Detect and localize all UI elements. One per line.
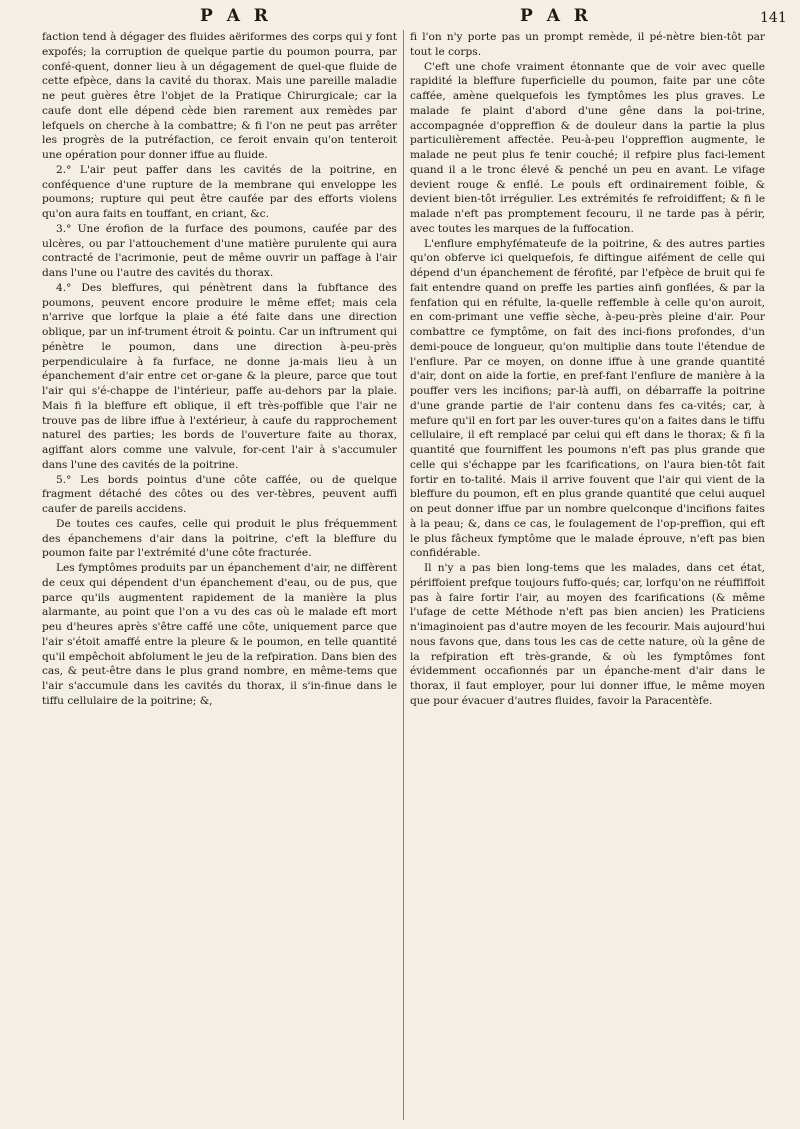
paragraph: 5.° Les bords pointus d'une côte caffée, ou de quelque fragment détaché des côtes ou des ver-tèbres, peuvent auffi caufer de pareils accidens. <box>42 473 397 515</box>
paragraph: Les fymptômes produits par un épanchement d'air, ne diffèrent de ceux qui dépendent d'un épanchement d'eau, ou de pus, que parce qu'ils augmentent rapidement de la manière la plus alarmante, au point que l'on a vu des cas où le malade eft mort peu d'heures après s'être caffé une côte, uniquement parce que l'air s'étoit amaffé entre la pleure & le poumon, en telle quantité qu'il empêchoit abfolument le jeu de la refpiration. Dans bien des cas, & peut-être dans le plus grand nombre, en même-tems que l'air s'accumule dans les cavités du thorax, il s'in-finue dans le tiffu cellulaire de la poitrine; &, <box>42 562 397 707</box>
column-divider <box>403 30 404 1120</box>
running-head-right: P A R <box>520 6 592 26</box>
paragraph: 3.° Une érofion de la furface des poumons, caufée par des ulcères, ou par l'attouchement d'une matière purulente qui aura contracté de l'acrimonie, peut de même ouvrir un paffage à l'air dans l'une ou l'autre des cavités du thorax. <box>42 222 397 279</box>
right-column <box>410 30 765 709</box>
page-number: 141 <box>760 10 787 26</box>
running-head-left: P A R <box>200 6 272 26</box>
paragraph: C'eft une chofe vraiment étonnante que de voir avec quelle rapidité la bleffure fuperficielle du poumon, faite par une côte caffée, amène quelquefois les fymptômes les plus graves. Le malade fe plaint d'abord d'une gêne dans la poi-trine, accompagnée d'oppreffion & de douleur dans la partie la plus particulièrement affectée. Peu-à-peu l'oppreffion augmente, le malade ne peut plus fe tenir couché; il refpire plus faci-lement quand il a le tronc élevé & penché un peu en avant. Le vifage devient rouge & enflé. Le pouls eft ordinairement foible, & devient bien-tôt irrégulier. Les extrémités fe refroidiffent; & fi le malade n'eft pas promptement fecouru, il ne tarde pas à périr, avec toutes les marques de la fuffocation. <box>410 60 765 235</box>
paragraph: 4.° Des bleffures, qui pénètrent dans la fubftance des poumons, peuvent encore produire le même effet; mais cela n'arrive que lorfque la plaie a été faite dans une direction oblique, par un inf-trument étroit & pointu. Car un inftrument qui pénètre le poumon, dans une direction à-peu-près perpendiculaire à fa furface, ne donne ja-mais lieu à un épanchement d'air entre cet or-gane & la pleure, parce que tout l'air qui s'é-chappe de l'intérieur, paffe au-dehors par la plaie. Mais fi la bleffure eft oblique, il eft très-poffible que l'air ne trouve pas de libre iffue à l'extérieur, à caufe du rapprochement naturel des parties; les bords de l'ouverture faite au thorax, agiffant alors comme une valvule, for-cent l'air à s'accumuler dans l'une des cavités de la poitrine. <box>42 281 397 471</box>
paragraph: 2.° L'air peut paffer dans les cavités de la poitrine, en conféquence d'une rupture de la membrane qui enveloppe les poumons; rupture qui peut être caufée par des efforts violens qu'on aura faits en touffant, en criant, &c. <box>42 163 397 220</box>
paragraph: faction tend à dégager des fluides aëriformes des corps qui y font expofés; la corruption de quelque partie du poumon pourra, par confé-quent, donner lieu à un dégagement de quel-que fluide de cette efpèce, dans la cavité du thorax. Mais une pareille maladie ne peut guères être l'objet de la Pratique Chirurgicale; car la caufe dont elle dépend cède bien rarement aux remèdes par lefquels on cherche à la combattre; & fi l'on ne peut pas arrêter les progrès de la putréfaction, ce feroit envain qu'on tenteroit une opération pour donner iffue au fluide. <box>42 31 397 161</box>
left-column <box>42 30 397 709</box>
paragraph: Il n'y a pas bien long-tems que les malades, dans cet état, périffoient prefque toujours fuffo-qués; car, lorfqu'on ne réuffiffoit pas à faire fortir l'air, au moyen des fcarifications (& même l'ufage de cette Méthode n'eft pas bien ancien) les Praticiens n'imaginoient pas d'autre moyen de les fecourir. Mais aujourd'hui nous favons que, dans tous les cas de cette nature, où la gêne de la refpiration eft très-grande, & où les fymptômes font évidemment occafionnés par un épanche-ment d'air dans le thorax, il faut employer, pour lui donner iffue, le même moyen que pour évacuer d'autres fluides, favoir la Paracentèfe. <box>410 562 765 707</box>
paragraph: L'enflure emphyfémateufe de la poitrine, & des autres parties qu'on obferve ici quelquefois, fe diftingue aifément de celle qui dépend d'un épanchement de férofité, par l'efpèce de bruit qui fe fait entendre quand on preffe les parties ainfi gonflées, & par la fenfation qui en réfulte, la-quelle reffemble à celle qu'on auroit, en com-primant une veffie sèche, à-peu-près pleine d'air. Pour combattre ce fymptôme, on fait des inci-fions profondes, d'un demi-pouce de longueur, qu'on multiplie dans toute l'étendue de l'enflure. Par ce moyen, on donne iffue à une grande quantité d'air, dont on aide la fortie, en pref-fant l'enflure de manière à la pouffer vers les incifions; par-là auffi, on débarraffe la poitrine d'une grande partie de l'air contenu dans fes ca-vités; car, à mefure qu'il en fort par les ouver-tures qu'on a faites dans le tiffu cellulaire, il eft remplacé par celui qui eft dans le thorax; & fi la quantité que fourniffent les poumons n'eft pas plus grande que celle qui s'échappe par les fcarifications, on l'aura bien-tôt fait fortir en to-talité. Mais il arrive fouvent que l'air qui vient de la bleffure du poumon, eft en plus grande quantité que celui auquel on peut donner iffue par un nombre quelconque d'incifions faites à la peau; &, dans ce cas, le foulagement de l'op-preffion, qui eft le plus fâcheux fymptôme que le malade éprouve, n'eft pas bien confidérable. <box>410 237 765 560</box>
paragraph: fi l'on n'y porte pas un prompt remède, il pé-nètre bien-tôt par tout le corps. <box>410 31 765 58</box>
paragraph: De toutes ces caufes, celle qui produit le plus fréquemment des épanchemens d'air dans la poitrine, c'eft la bleffure du poumon faite par l'extrémité d'une côte fracturée. <box>42 517 397 560</box>
